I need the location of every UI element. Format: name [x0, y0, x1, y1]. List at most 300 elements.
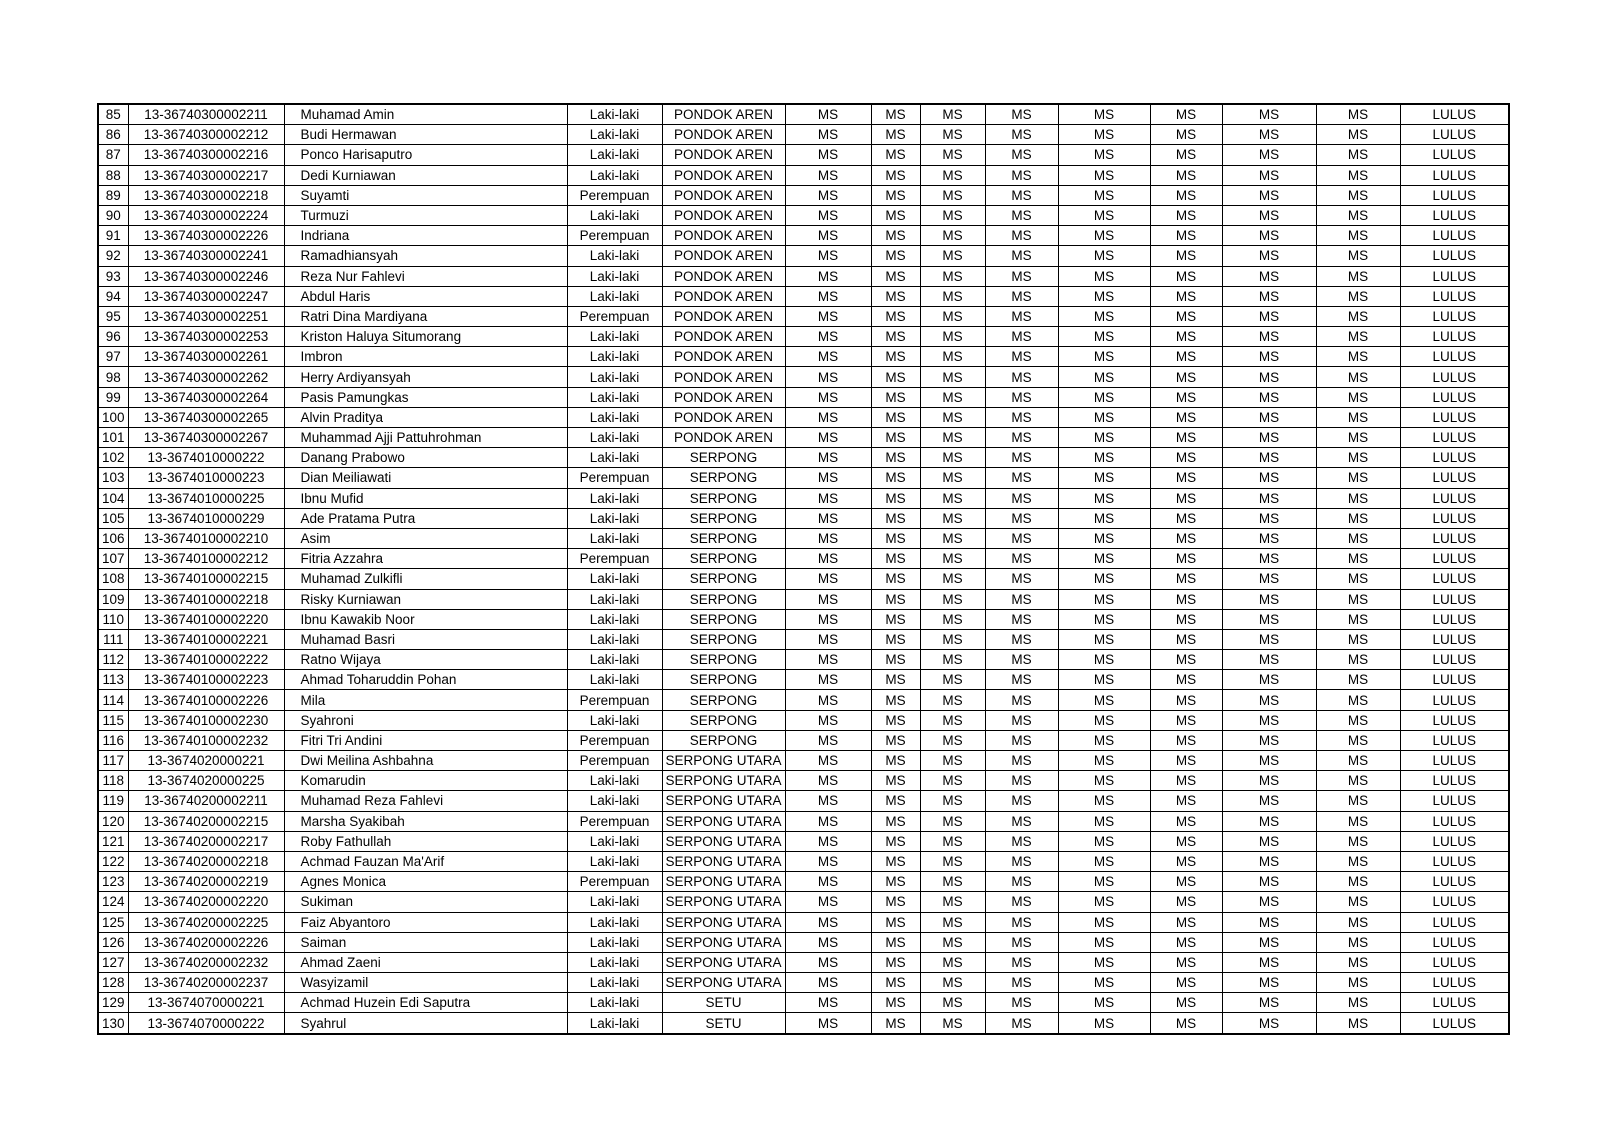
score-1-cell: MS [785, 912, 871, 932]
score-1-cell: MS [785, 125, 871, 145]
gender-cell: Laki-laki [567, 125, 662, 145]
score-4-cell: MS [985, 629, 1058, 649]
score-1-cell: MS [785, 650, 871, 670]
district-cell: SERPONG UTARA [662, 831, 785, 851]
score-8-cell: MS [1316, 912, 1400, 932]
result-cell: LULUS [1400, 165, 1509, 185]
district-cell: PONDOK AREN [662, 125, 785, 145]
score-8-cell: MS [1316, 125, 1400, 145]
participant-id-cell: 13-36740200002217 [128, 831, 284, 851]
score-4-cell: MS [985, 205, 1058, 225]
results-table [97, 103, 1510, 1035]
participant-id-cell: 13-36740300002261 [128, 347, 284, 367]
result-cell: LULUS [1400, 145, 1509, 165]
participant-name-cell: Roby Fathullah [284, 831, 567, 851]
score-6-cell: MS [1150, 771, 1222, 791]
score-4-cell: MS [985, 751, 1058, 771]
score-1-cell: MS [785, 1013, 871, 1034]
score-1-cell: MS [785, 690, 871, 710]
score-6-cell: MS [1150, 246, 1222, 266]
result-cell: LULUS [1400, 690, 1509, 710]
score-6-cell: MS [1150, 710, 1222, 730]
score-1-cell: MS [785, 932, 871, 952]
score-2-cell: MS [871, 751, 920, 771]
gender-cell: Perempuan [567, 811, 662, 831]
score-5-cell: MS [1058, 165, 1150, 185]
participant-name-cell: Komarudin [284, 771, 567, 791]
score-1-cell: MS [785, 306, 871, 326]
participant-id-cell: 13-36740100002215 [128, 569, 284, 589]
score-3-cell: MS [920, 892, 985, 912]
row-number-cell: 130 [98, 1013, 128, 1034]
score-6-cell: MS [1150, 569, 1222, 589]
score-2-cell: MS [871, 266, 920, 286]
score-7-cell: MS [1222, 488, 1316, 508]
gender-cell: Laki-laki [567, 488, 662, 508]
table-body [98, 104, 1509, 1034]
participant-id-cell: 13-3674010000225 [128, 488, 284, 508]
score-8-cell: MS [1316, 851, 1400, 871]
score-3-cell: MS [920, 952, 985, 972]
district-cell: PONDOK AREN [662, 226, 785, 246]
district-cell: PONDOK AREN [662, 327, 785, 347]
table-row [98, 892, 1509, 912]
table-row [98, 912, 1509, 932]
participant-name-cell: Risky Kurniawan [284, 589, 567, 609]
participant-id-cell: 13-36740100002218 [128, 589, 284, 609]
score-7-cell: MS [1222, 407, 1316, 427]
gender-cell: Laki-laki [567, 952, 662, 972]
result-cell: LULUS [1400, 912, 1509, 932]
row-number-cell: 86 [98, 125, 128, 145]
gender-cell: Laki-laki [567, 569, 662, 589]
score-4-cell: MS [985, 246, 1058, 266]
row-number-cell: 110 [98, 609, 128, 629]
score-2-cell: MS [871, 246, 920, 266]
participant-name-cell: Pasis Pamungkas [284, 387, 567, 407]
score-4-cell: MS [985, 609, 1058, 629]
score-5-cell: MS [1058, 650, 1150, 670]
row-number-cell: 109 [98, 589, 128, 609]
gender-cell: Laki-laki [567, 205, 662, 225]
score-1-cell: MS [785, 367, 871, 387]
district-cell: PONDOK AREN [662, 407, 785, 427]
result-cell: LULUS [1400, 892, 1509, 912]
district-cell: PONDOK AREN [662, 266, 785, 286]
score-7-cell: MS [1222, 347, 1316, 367]
participant-name-cell: Ponco Harisaputro [284, 145, 567, 165]
score-2-cell: MS [871, 468, 920, 488]
score-2-cell: MS [871, 932, 920, 952]
table-row [98, 448, 1509, 468]
participant-name-cell: Reza Nur Fahlevi [284, 266, 567, 286]
participant-name-cell: Sukiman [284, 892, 567, 912]
score-7-cell: MS [1222, 751, 1316, 771]
score-5-cell: MS [1058, 508, 1150, 528]
district-cell: PONDOK AREN [662, 165, 785, 185]
participant-id-cell: 13-36740200002218 [128, 851, 284, 871]
score-8-cell: MS [1316, 932, 1400, 952]
score-7-cell: MS [1222, 528, 1316, 548]
score-1-cell: MS [785, 286, 871, 306]
score-4-cell: MS [985, 993, 1058, 1013]
table-row [98, 367, 1509, 387]
participant-id-cell: 13-36740200002211 [128, 791, 284, 811]
participant-name-cell: Kriston Haluya Situmorang [284, 327, 567, 347]
score-6-cell: MS [1150, 185, 1222, 205]
participant-id-cell: 13-36740100002223 [128, 670, 284, 690]
score-5-cell: MS [1058, 569, 1150, 589]
participant-name-cell: Ahmad Zaeni [284, 952, 567, 972]
score-4-cell: MS [985, 872, 1058, 892]
score-8-cell: MS [1316, 589, 1400, 609]
gender-cell: Laki-laki [567, 791, 662, 811]
score-2-cell: MS [871, 710, 920, 730]
score-2-cell: MS [871, 428, 920, 448]
score-2-cell: MS [871, 125, 920, 145]
row-number-cell: 121 [98, 831, 128, 851]
score-1-cell: MS [785, 226, 871, 246]
gender-cell: Perempuan [567, 226, 662, 246]
gender-cell: Laki-laki [567, 266, 662, 286]
result-cell: LULUS [1400, 851, 1509, 871]
score-6-cell: MS [1150, 811, 1222, 831]
table-row [98, 771, 1509, 791]
result-cell: LULUS [1400, 569, 1509, 589]
gender-cell: Laki-laki [567, 771, 662, 791]
score-4-cell: MS [985, 185, 1058, 205]
row-number-cell: 100 [98, 407, 128, 427]
score-3-cell: MS [920, 104, 985, 125]
result-cell: LULUS [1400, 488, 1509, 508]
participant-id-cell: 13-36740300002251 [128, 306, 284, 326]
score-8-cell: MS [1316, 831, 1400, 851]
district-cell: SERPONG UTARA [662, 751, 785, 771]
district-cell: PONDOK AREN [662, 286, 785, 306]
participant-id-cell: 13-36740100002221 [128, 629, 284, 649]
table-row [98, 872, 1509, 892]
participant-name-cell: Saiman [284, 932, 567, 952]
district-cell: SERPONG UTARA [662, 973, 785, 993]
score-1-cell: MS [785, 528, 871, 548]
result-cell: LULUS [1400, 791, 1509, 811]
gender-cell: Perempuan [567, 690, 662, 710]
score-5-cell: MS [1058, 851, 1150, 871]
score-4-cell: MS [985, 973, 1058, 993]
table-row [98, 973, 1509, 993]
score-7-cell: MS [1222, 670, 1316, 690]
participant-id-cell: 13-36740100002226 [128, 690, 284, 710]
district-cell: SERPONG [662, 650, 785, 670]
score-6-cell: MS [1150, 327, 1222, 347]
table-row [98, 428, 1509, 448]
score-1-cell: MS [785, 973, 871, 993]
score-3-cell: MS [920, 589, 985, 609]
score-5-cell: MS [1058, 185, 1150, 205]
score-1-cell: MS [785, 609, 871, 629]
score-8-cell: MS [1316, 650, 1400, 670]
participant-name-cell: Dian Meiliawati [284, 468, 567, 488]
score-8-cell: MS [1316, 508, 1400, 528]
score-7-cell: MS [1222, 690, 1316, 710]
score-7-cell: MS [1222, 650, 1316, 670]
district-cell: SERPONG UTARA [662, 952, 785, 972]
row-number-cell: 125 [98, 912, 128, 932]
score-3-cell: MS [920, 468, 985, 488]
result-cell: LULUS [1400, 650, 1509, 670]
result-cell: LULUS [1400, 347, 1509, 367]
score-8-cell: MS [1316, 266, 1400, 286]
score-4-cell: MS [985, 387, 1058, 407]
row-number-cell: 118 [98, 771, 128, 791]
score-4-cell: MS [985, 125, 1058, 145]
score-2-cell: MS [871, 569, 920, 589]
score-5-cell: MS [1058, 488, 1150, 508]
participant-name-cell: Herry Ardiyansyah [284, 367, 567, 387]
table-row [98, 932, 1509, 952]
result-cell: LULUS [1400, 993, 1509, 1013]
score-6-cell: MS [1150, 286, 1222, 306]
participant-name-cell: Ibnu Mufid [284, 488, 567, 508]
score-5-cell: MS [1058, 791, 1150, 811]
score-8-cell: MS [1316, 872, 1400, 892]
participant-name-cell: Muhamad Amin [284, 104, 567, 125]
table-row [98, 266, 1509, 286]
district-cell: SETU [662, 993, 785, 1013]
participant-id-cell: 13-3674070000221 [128, 993, 284, 1013]
table-row [98, 690, 1509, 710]
district-cell: SERPONG UTARA [662, 851, 785, 871]
participant-name-cell: Marsha Syakibah [284, 811, 567, 831]
score-8-cell: MS [1316, 347, 1400, 367]
row-number-cell: 115 [98, 710, 128, 730]
participant-id-cell: 13-3674020000225 [128, 771, 284, 791]
score-2-cell: MS [871, 347, 920, 367]
result-cell: LULUS [1400, 306, 1509, 326]
score-5-cell: MS [1058, 892, 1150, 912]
score-4-cell: MS [985, 407, 1058, 427]
score-8-cell: MS [1316, 1013, 1400, 1034]
gender-cell: Perempuan [567, 549, 662, 569]
district-cell: SERPONG [662, 448, 785, 468]
score-2-cell: MS [871, 407, 920, 427]
score-2-cell: MS [871, 1013, 920, 1034]
score-1-cell: MS [785, 872, 871, 892]
score-6-cell: MS [1150, 428, 1222, 448]
participant-name-cell: Danang Prabowo [284, 448, 567, 468]
score-8-cell: MS [1316, 448, 1400, 468]
score-4-cell: MS [985, 730, 1058, 750]
score-8-cell: MS [1316, 952, 1400, 972]
score-4-cell: MS [985, 367, 1058, 387]
score-7-cell: MS [1222, 872, 1316, 892]
row-number-cell: 91 [98, 226, 128, 246]
score-1-cell: MS [785, 104, 871, 125]
row-number-cell: 105 [98, 508, 128, 528]
row-number-cell: 93 [98, 266, 128, 286]
score-1-cell: MS [785, 629, 871, 649]
score-8-cell: MS [1316, 528, 1400, 548]
score-7-cell: MS [1222, 771, 1316, 791]
score-3-cell: MS [920, 407, 985, 427]
participant-name-cell: Muhamad Reza Fahlevi [284, 791, 567, 811]
score-5-cell: MS [1058, 629, 1150, 649]
district-cell: PONDOK AREN [662, 347, 785, 367]
score-3-cell: MS [920, 831, 985, 851]
score-3-cell: MS [920, 185, 985, 205]
score-8-cell: MS [1316, 185, 1400, 205]
score-4-cell: MS [985, 226, 1058, 246]
score-1-cell: MS [785, 387, 871, 407]
district-cell: SERPONG UTARA [662, 932, 785, 952]
table-row [98, 993, 1509, 1013]
result-cell: LULUS [1400, 1013, 1509, 1034]
score-1-cell: MS [785, 549, 871, 569]
table-row [98, 549, 1509, 569]
table-row [98, 751, 1509, 771]
score-6-cell: MS [1150, 367, 1222, 387]
score-4-cell: MS [985, 569, 1058, 589]
score-3-cell: MS [920, 710, 985, 730]
score-3-cell: MS [920, 791, 985, 811]
score-8-cell: MS [1316, 488, 1400, 508]
participant-id-cell: 13-3674010000223 [128, 468, 284, 488]
row-number-cell: 85 [98, 104, 128, 125]
score-4-cell: MS [985, 528, 1058, 548]
table-row [98, 791, 1509, 811]
score-8-cell: MS [1316, 165, 1400, 185]
result-cell: LULUS [1400, 468, 1509, 488]
score-5-cell: MS [1058, 730, 1150, 750]
district-cell: SERPONG [662, 609, 785, 629]
score-3-cell: MS [920, 670, 985, 690]
score-1-cell: MS [785, 811, 871, 831]
table-row [98, 569, 1509, 589]
gender-cell: Laki-laki [567, 104, 662, 125]
score-5-cell: MS [1058, 609, 1150, 629]
score-8-cell: MS [1316, 549, 1400, 569]
row-number-cell: 89 [98, 185, 128, 205]
score-5-cell: MS [1058, 1013, 1150, 1034]
score-6-cell: MS [1150, 751, 1222, 771]
table-row [98, 589, 1509, 609]
score-5-cell: MS [1058, 751, 1150, 771]
score-7-cell: MS [1222, 306, 1316, 326]
result-cell: LULUS [1400, 710, 1509, 730]
row-number-cell: 99 [98, 387, 128, 407]
result-cell: LULUS [1400, 811, 1509, 831]
gender-cell: Laki-laki [567, 387, 662, 407]
row-number-cell: 127 [98, 952, 128, 972]
score-2-cell: MS [871, 811, 920, 831]
district-cell: SERPONG UTARA [662, 872, 785, 892]
score-4-cell: MS [985, 932, 1058, 952]
score-8-cell: MS [1316, 690, 1400, 710]
participant-id-cell: 13-36740300002218 [128, 185, 284, 205]
participant-id-cell: 13-3674070000222 [128, 1013, 284, 1034]
participant-id-cell: 13-36740300002211 [128, 104, 284, 125]
score-5-cell: MS [1058, 872, 1150, 892]
score-6-cell: MS [1150, 791, 1222, 811]
result-cell: LULUS [1400, 266, 1509, 286]
row-number-cell: 117 [98, 751, 128, 771]
score-7-cell: MS [1222, 851, 1316, 871]
score-1-cell: MS [785, 730, 871, 750]
score-6-cell: MS [1150, 125, 1222, 145]
row-number-cell: 97 [98, 347, 128, 367]
score-5-cell: MS [1058, 246, 1150, 266]
score-8-cell: MS [1316, 670, 1400, 690]
score-5-cell: MS [1058, 549, 1150, 569]
participant-name-cell: Dedi Kurniawan [284, 165, 567, 185]
row-number-cell: 102 [98, 448, 128, 468]
score-6-cell: MS [1150, 872, 1222, 892]
gender-cell: Laki-laki [567, 428, 662, 448]
score-6-cell: MS [1150, 831, 1222, 851]
row-number-cell: 108 [98, 569, 128, 589]
score-7-cell: MS [1222, 387, 1316, 407]
district-cell: PONDOK AREN [662, 428, 785, 448]
score-1-cell: MS [785, 791, 871, 811]
score-6-cell: MS [1150, 973, 1222, 993]
score-4-cell: MS [985, 448, 1058, 468]
score-7-cell: MS [1222, 912, 1316, 932]
score-4-cell: MS [985, 589, 1058, 609]
score-6-cell: MS [1150, 993, 1222, 1013]
score-7-cell: MS [1222, 104, 1316, 125]
score-6-cell: MS [1150, 347, 1222, 367]
result-cell: LULUS [1400, 185, 1509, 205]
row-number-cell: 94 [98, 286, 128, 306]
result-cell: LULUS [1400, 387, 1509, 407]
score-8-cell: MS [1316, 791, 1400, 811]
row-number-cell: 103 [98, 468, 128, 488]
participant-id-cell: 13-36740200002232 [128, 952, 284, 972]
score-4-cell: MS [985, 104, 1058, 125]
score-3-cell: MS [920, 932, 985, 952]
participant-name-cell: Achmad Fauzan Ma'Arif [284, 851, 567, 871]
score-3-cell: MS [920, 609, 985, 629]
result-cell: LULUS [1400, 205, 1509, 225]
participant-name-cell: Budi Hermawan [284, 125, 567, 145]
score-2-cell: MS [871, 730, 920, 750]
participant-id-cell: 13-36740100002210 [128, 528, 284, 548]
gender-cell: Laki-laki [567, 528, 662, 548]
score-4-cell: MS [985, 347, 1058, 367]
score-3-cell: MS [920, 428, 985, 448]
result-cell: LULUS [1400, 932, 1509, 952]
score-3-cell: MS [920, 448, 985, 468]
row-number-cell: 122 [98, 851, 128, 871]
score-7-cell: MS [1222, 952, 1316, 972]
table-row [98, 286, 1509, 306]
score-5-cell: MS [1058, 387, 1150, 407]
score-5-cell: MS [1058, 710, 1150, 730]
score-1-cell: MS [785, 710, 871, 730]
district-cell: SERPONG [662, 468, 785, 488]
score-6-cell: MS [1150, 629, 1222, 649]
district-cell: PONDOK AREN [662, 367, 785, 387]
score-6-cell: MS [1150, 892, 1222, 912]
score-6-cell: MS [1150, 730, 1222, 750]
score-1-cell: MS [785, 589, 871, 609]
table-row [98, 407, 1509, 427]
participant-name-cell: Muhamad Basri [284, 629, 567, 649]
score-1-cell: MS [785, 771, 871, 791]
result-cell: LULUS [1400, 589, 1509, 609]
gender-cell: Laki-laki [567, 831, 662, 851]
table-row [98, 710, 1509, 730]
